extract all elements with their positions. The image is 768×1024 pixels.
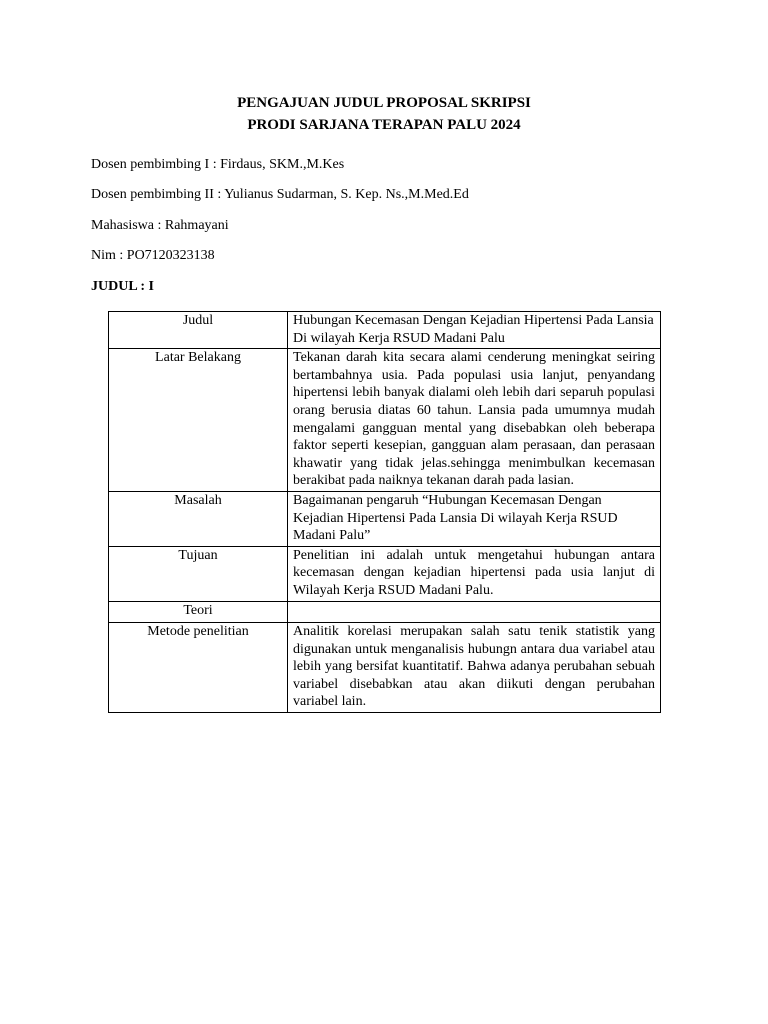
title-line-1: PENGAJUAN JUDUL PROPOSAL SKRIPSI — [237, 95, 531, 111]
supervisor-1: Dosen pembimbing I : Firdaus, SKM.,M.Kes — [91, 157, 345, 172]
title-number-heading: JUDUL : I — [91, 279, 155, 294]
student-name: Mahasiswa : Rahmayani — [91, 218, 229, 233]
row-value-metode-penelitian: Analitik korelasi merupakan salah satu tenik statistik yang digunakan untuk menganalisis hubungn antara dua variabel atau lebih yang bersifat kuantitatif. Bahwa adanya perubahan sebuah variabel disebabkan atau akan diikuti dengan perubahan variabel lain. — [288, 623, 661, 713]
document-title — [0, 92, 768, 136]
table-row — [109, 623, 661, 713]
table-row — [109, 601, 661, 623]
row-value-teori — [288, 601, 661, 623]
row-label-masalah: Masalah — [109, 491, 288, 546]
row-label-teori: Teori — [109, 601, 288, 623]
student-nim: Nim : PO7120323138 — [91, 248, 215, 263]
table-row — [109, 491, 661, 546]
supervisor-2: Dosen pembimbing II : Yulianus Sudarman, S. Kep. Ns.,M.Med.Ed — [91, 187, 469, 202]
row-label-tujuan: Tujuan — [109, 546, 288, 601]
row-value-judul: Hubungan Kecemasan Dengan Kejadian Hipertensi Pada Lansia Di wilayah Kerja RSUD Madani Palu — [288, 312, 661, 349]
table-row — [109, 312, 661, 349]
proposal-table — [108, 311, 661, 713]
row-label-metode-penelitian: Metode penelitian — [109, 623, 288, 713]
row-label-latar-belakang: Latar Belakang — [109, 349, 288, 492]
title-line-2: PRODI SARJANA TERAPAN PALU 2024 — [247, 117, 521, 133]
row-label-judul: Judul — [109, 312, 288, 349]
row-value-tujuan: Penelitian ini adalah untuk mengetahui hubungan antara kecemasan dengan kejadian hipertensi pada usia lanjut di Wilayah Kerja RSUD Madani Palu. — [288, 546, 661, 601]
row-value-masalah: Bagaimanan pengaruh “Hubungan Kecemasan Dengan Kejadian Hipertensi Pada Lansia Di wilayah Kerja RSUD Madani Palu” — [288, 491, 661, 546]
table-row — [109, 349, 661, 492]
row-value-latar-belakang: Tekanan darah kita secara alami cenderung meningkat seiring bertambahnya usia. Pada populasi usia lanjut, penyandang hipertensi lebih banyak dialami oleh lebih dari separuh populasi orang berusia diatas 60 tahun. Lansia pada umumnya mudah mengalami gangguan mental yang disebabkan oleh beberapa faktor seperti kesepian, gangguan alam perasaan, dan perasaan khawatir yang tidak jelas.sehingga menimbulkan kecemasan berakibat pada naiknya tekanan darah pada lasian. — [288, 349, 661, 492]
table-row — [109, 546, 661, 601]
